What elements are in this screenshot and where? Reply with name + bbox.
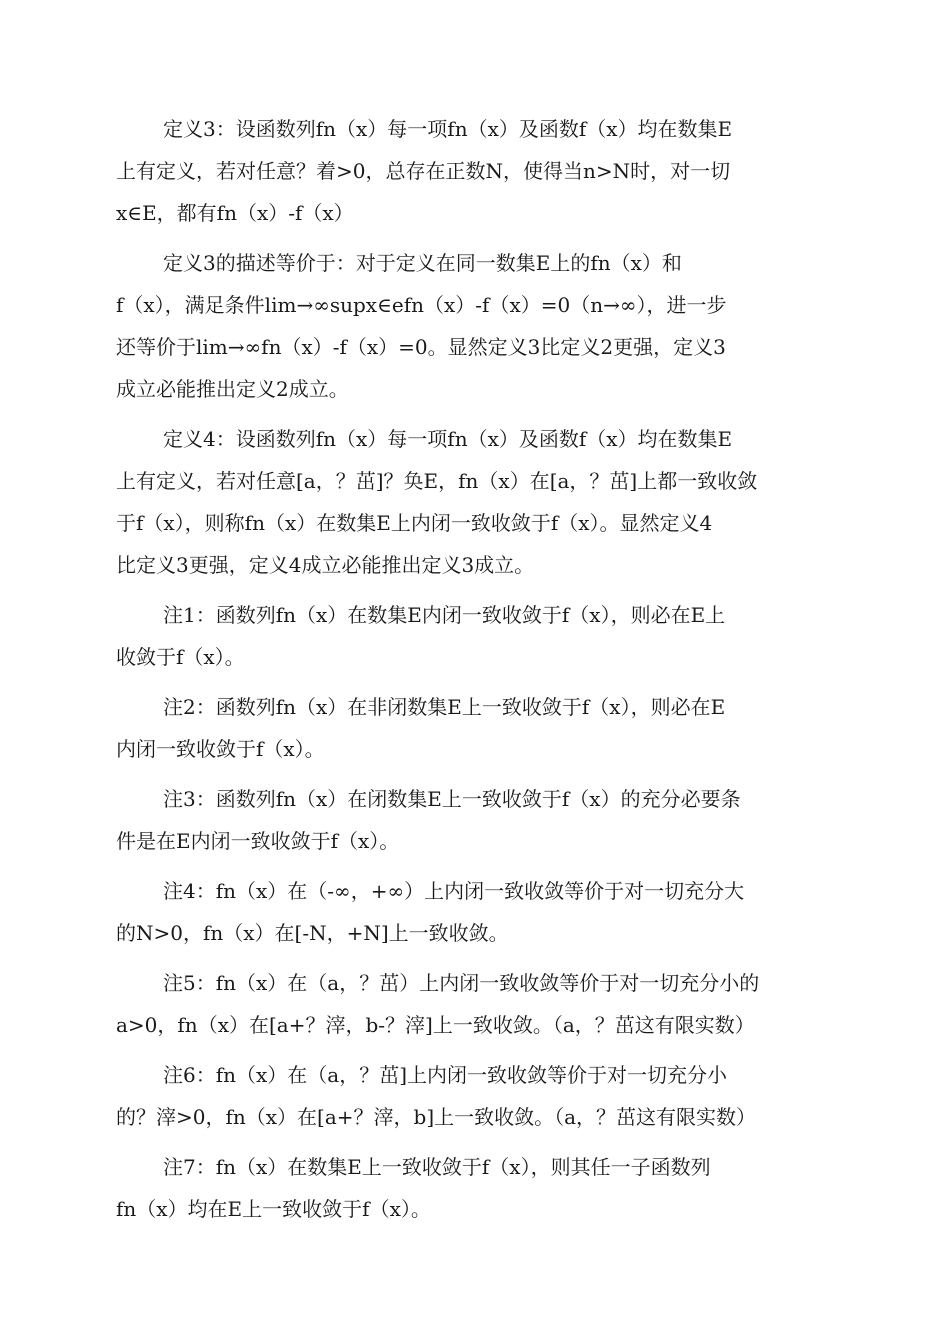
paragraph-note-3: [116, 778, 828, 862]
text-line: 于f（x），则称fn（x）在数集E上内闭一致收敛于f（x）。显然定义4: [116, 511, 713, 535]
text-line: fn（x）均在E上一致收敛于f（x）。: [116, 1197, 431, 1221]
text-line: 比定义3更强，定义4成立必能推出定义3成立。: [116, 553, 535, 577]
paragraph-note-7: [116, 1146, 828, 1230]
text-line: 注4：fn（x）在（-∞，+∞）上内闭一致收敛等价于对一切充分大: [163, 879, 745, 903]
text-line: 还等价于lim→∞fn（x）-f（x）=0。显然定义3比定义2更强，定义3: [116, 335, 726, 359]
text-line: 注6：fn（x）在（a，？茁]上内闭一致收敛等价于对一切充分小: [163, 1063, 728, 1087]
paragraph-note-6: [116, 1054, 828, 1138]
text-line: 上有定义，若对任意[a，？茁]？奂E，fn（x）在[a，？茁]上都一致收敛: [116, 469, 758, 493]
text-line: 成立必能推出定义2成立。: [116, 377, 349, 401]
text-line: 定义3：设函数列fn（x）每一项fn（x）及函数f（x）均在数集E: [163, 117, 733, 141]
text-line: a>0，fn（x）在[a+？滓，b-？滓]上一致收敛。（a，？茁这有限实数）: [116, 1013, 755, 1037]
text-line: 注3：函数列fn（x）在闭数集E上一致收敛于f（x）的充分必要条: [163, 787, 741, 811]
document-body: [116, 108, 828, 1238]
paragraph-note-1: [116, 594, 828, 678]
paragraph-note-4: [116, 870, 828, 954]
paragraph-definition-3-equivalence: [116, 242, 828, 410]
text-line: 注2：函数列fn（x）在非闭数集E上一致收敛于f（x），则必在E: [163, 695, 726, 719]
text-line: 内闭一致收敛于f（x）。: [116, 737, 325, 761]
text-line: f（x），满足条件lim→∞supx∈efn（x）-f（x）=0（n→∞），进一步: [116, 293, 727, 317]
paragraph-note-5: [116, 962, 828, 1046]
paragraph-note-2: [116, 686, 828, 770]
text-line: 注5：fn（x）在（a，？茁）上内闭一致收敛等价于对一切充分小的: [163, 971, 760, 995]
paragraph-definition-3: [116, 108, 828, 234]
text-line: 收敛于f（x）。: [116, 645, 245, 669]
text-line: 件是在E内闭一致收敛于f（x）。: [116, 829, 400, 853]
text-line: 定义4：设函数列fn（x）每一项fn（x）及函数f（x）均在数集E: [163, 427, 733, 451]
text-line: 注7：fn（x）在数集E上一致收敛于f（x），则其任一子函数列: [163, 1155, 711, 1179]
text-line: 注1：函数列fn（x）在数集E内闭一致收敛于f（x），则必在E上: [163, 603, 726, 627]
text-line: x∈E，都有fn（x）-f（x）: [116, 201, 354, 225]
text-line: 上有定义，若对任意？着>0，总存在正数N，使得当n>N时，对一切: [116, 159, 731, 183]
text-line: 定义3的描述等价于：对于定义在同一数集E上的fn（x）和: [163, 251, 682, 275]
paragraph-definition-4: [116, 418, 828, 586]
text-line: 的N>0，fn（x）在[-N，+N]上一致收敛。: [116, 921, 509, 945]
text-line: 的？滓>0，fn（x）在[a+？滓，b]上一致收敛。（a，？茁这有限实数）: [116, 1105, 757, 1129]
